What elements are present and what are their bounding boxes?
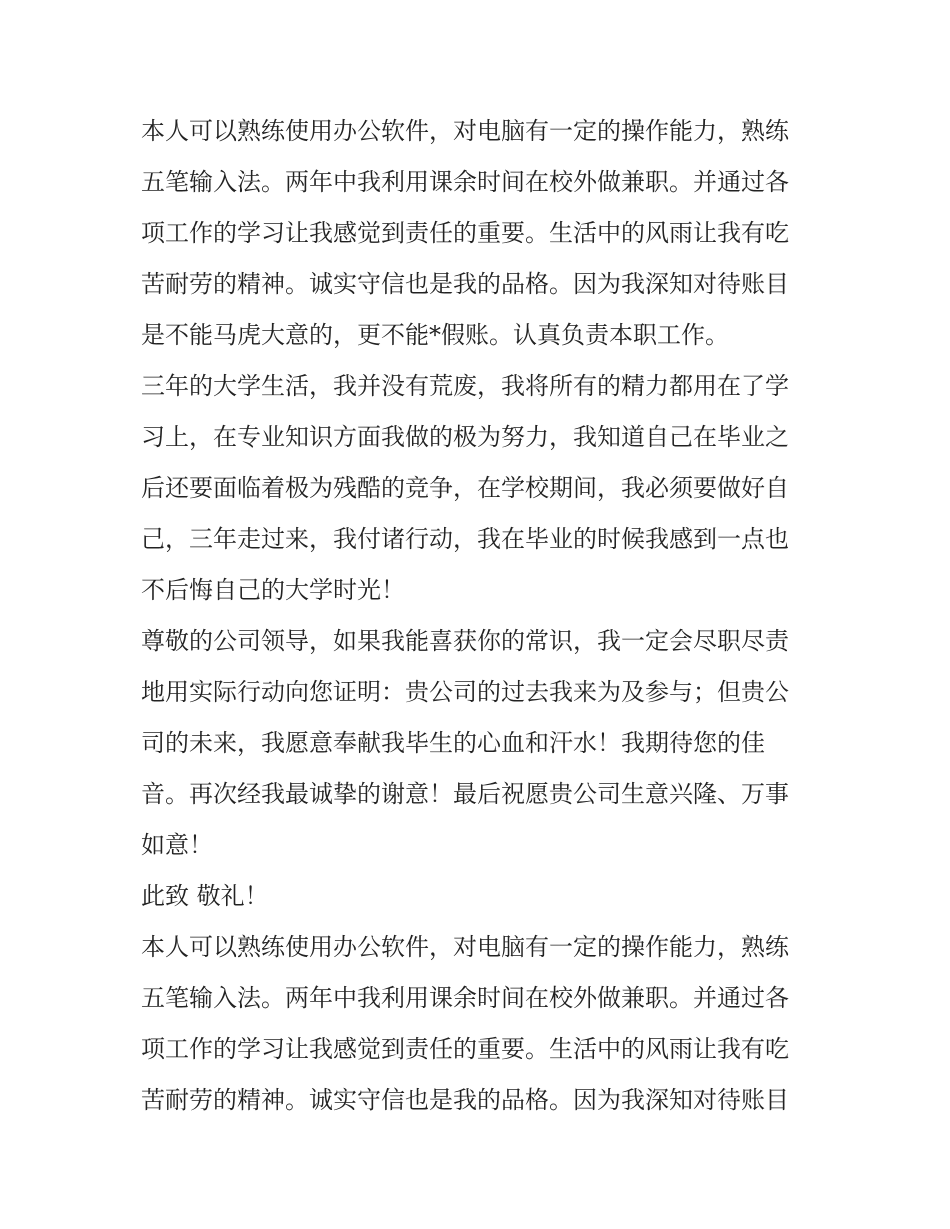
text-line: 不后悔自己的大学时光！ [141,576,405,604]
text-line: 苦耐劳的精神。诚实守信也是我的品格。因为我深知对待账目 [141,270,789,298]
text-line: 本人可以熟练使用办公软件，对电脑有一定的操作能力，熟练 [141,117,789,145]
text-line: 项工作的学习让我感觉到责任的重要。生活中的风雨让我有吃 [141,219,789,247]
document-body [141,106,813,1126]
text-line: 音。再次经我最诚挚的谢意！最后祝愿贵公司生意兴隆、万事 [141,780,789,808]
text-line: 习上，在专业知识方面我做的极为努力，我知道自己在毕业之 [141,423,789,451]
closing-line: 此致 敬礼！ [141,882,269,910]
text-line: 五笔输入法。两年中我利用课余时间在校外做兼职。并通过各 [141,168,789,196]
text-line: 如意！ [141,831,213,859]
text-line: 地用实际行动向您证明：贵公司的过去我来为及参与；但贵公 [141,678,789,706]
text-line: 后还要面临着极为残酷的竞争，在学校期间，我必须要做好自 [141,474,789,502]
text-line: 本人可以熟练使用办公软件，对电脑有一定的操作能力，熟练 [141,933,789,961]
text-line: 己，三年走过来，我付诸行动，我在毕业的时候我感到一点也 [141,525,789,553]
text-line: 三年的大学生活，我并没有荒废，我将所有的精力都用在了学 [141,372,789,400]
text-line: 项工作的学习让我感觉到责任的重要。生活中的风雨让我有吃 [141,1035,789,1063]
text-line: 五笔输入法。两年中我利用课余时间在校外做兼职。并通过各 [141,984,789,1012]
text-line: 苦耐劳的精神。诚实守信也是我的品格。因为我深知对待账目 [141,1086,789,1114]
text-line: 司的未来，我愿意奉献我毕生的心血和汗水！我期待您的佳 [141,729,765,757]
text-line: 尊敬的公司领导，如果我能喜获你的常识，我一定会尽职尽责 [141,627,789,655]
text-line: 是不能马虎大意的，更不能*假账。认真负责本职工作。 [141,321,729,349]
